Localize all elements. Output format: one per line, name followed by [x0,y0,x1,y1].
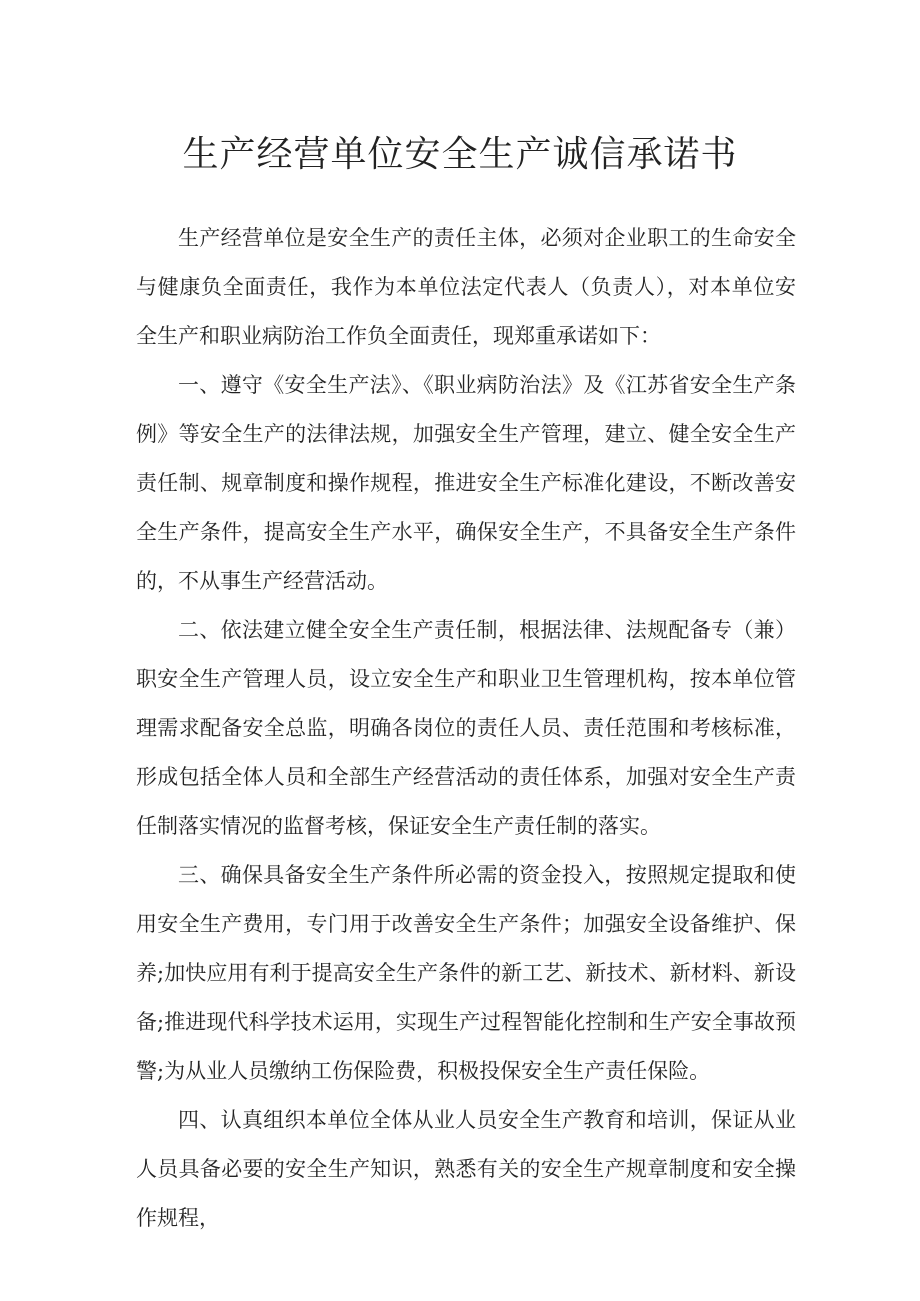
paragraph-item-1: 一、遵守《安全生产法》、《职业病防治法》及《江苏省安全生产条例》等安全生产的法律法规，加强安全生产管理，建立、健全安全生产责任制、规章制度和操作规程，推进安全生产标准化建设，不断改善安全生产条件，提高安全生产水平，确保安全生产，不具备安全生产条件的，不从事生产经营活动。 [136,373,796,593]
paragraph-item-4: 四、认真组织本单位全体从业人员安全生产教育和培训，保证从业人员具备必要的安全生产知识，熟悉有关的安全生产规章制度和安全操作规程， [136,1108,796,1230]
document-body [136,214,796,1243]
document-title: 生产经营单位安全生产诚信承诺书 [182,134,738,175]
paragraph-item-2: 二、依法建立健全安全生产责任制，根据法律、法规配备专（兼）职安全生产管理人员，设立安全生产和职业卫生管理机构，按本单位管理需求配备安全总监，明确各岗位的责任人员、责任范围和考核标准，形成包括全体人员和全部生产经营活动的责任体系，加强对安全生产责任制落实情况的监督考核，保证安全生产责任制的落实。 [136,618,796,838]
paragraph-intro: 生产经营单位是安全生产的责任主体，必须对企业职工的生命安全与健康负全面责任，我作为本单位法定代表人（负责人），对本单位安全生产和职业病防治工作负全面责任，现郑重承诺如下： [136,226,796,348]
paragraph-item-3: 三、确保具备安全生产条件所必需的资金投入，按照规定提取和使用安全生产费用，专门用于改善安全生产条件；加强安全设备维护、保养;加快应用有利于提高安全生产条件的新工艺、新技术、新材料、新设备;推进现代科学技术运用，实现生产过程智能化控制和生产安全事故预警;为从业人员缴纳工伤保险费，积极投保安全生产责任保险。 [136,863,796,1083]
